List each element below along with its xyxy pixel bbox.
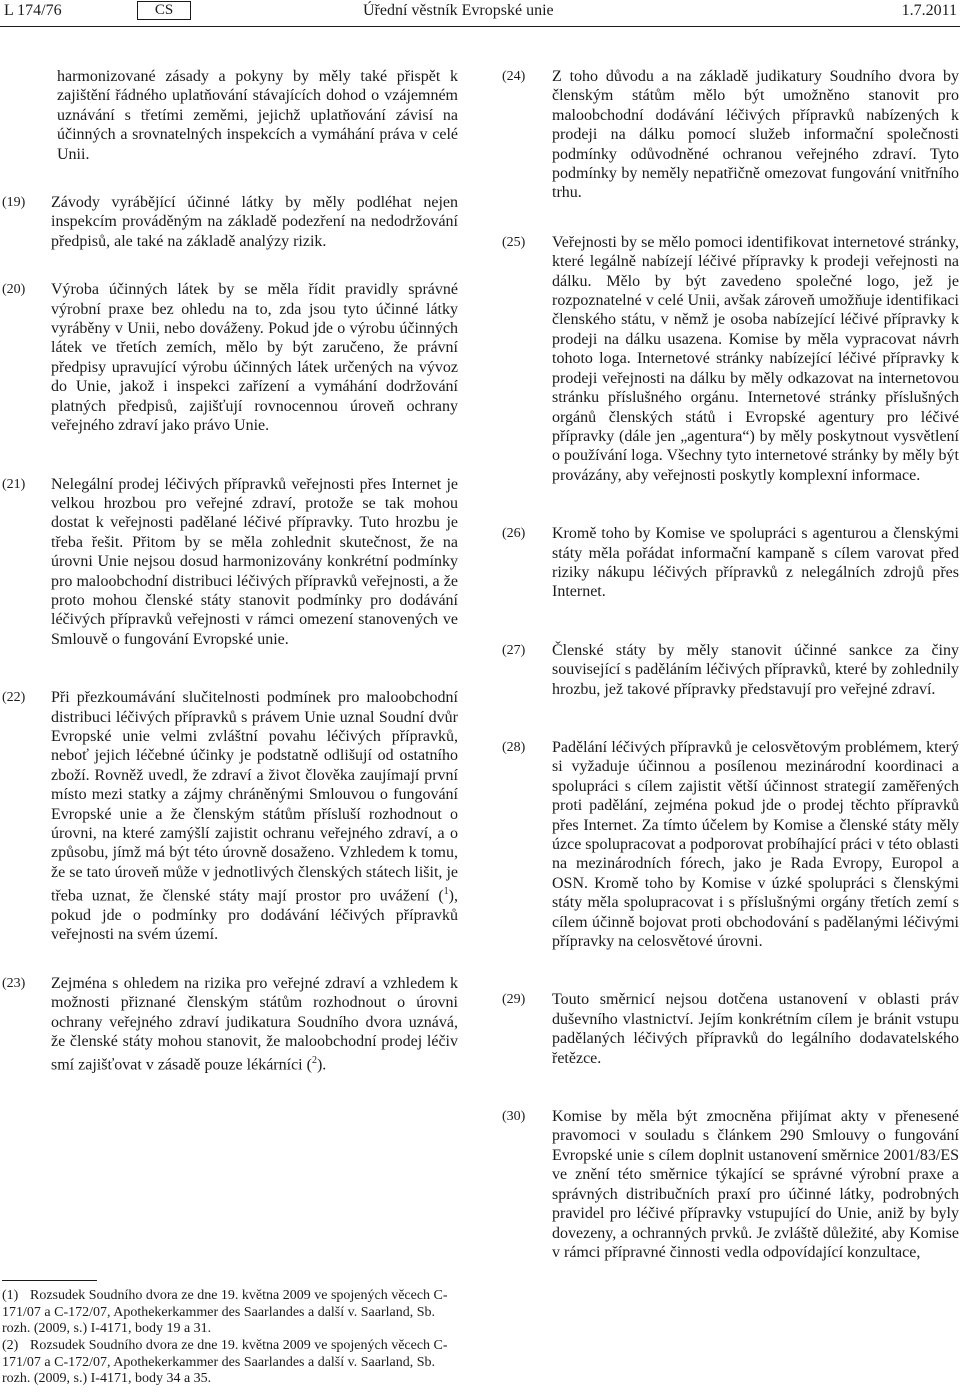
right-column: [500, 67, 959, 1262]
recital-text: Výroba účinných látek by se měla řídit pravidly správné výrobní praxe bez ohledu na to, zda jsou tyto účinné látky vyráběny v Unii, nebo dováženy. Pokud jde o výrobu účinných látek ve třetích zemích, mělo by být zaručeno, že právní předpisy upravující výrobu účinných látek určených na vývoz do Unie, jakož i inspekci zařízení a vymáhání dodržování platných předpisů, zajišťují rovnocennou úroveň ochrany veřejného zdraví jako právo Unie.: [51, 281, 458, 435]
recital-20: [0, 280, 458, 435]
recital-number: (27): [502, 642, 526, 658]
recital-22: [0, 688, 458, 945]
footnote-ref: 2: [311, 1055, 317, 1067]
recital-24: [500, 67, 959, 203]
footnote-ref: 1: [443, 886, 449, 898]
recital-number: (29): [502, 992, 526, 1008]
recital-27: [500, 641, 959, 699]
footnote-text: Rozsudek Soudního dvora ze dne 19. května 2009 ve spojených věcech C-171/07 a C-172/07, Apothekerkammer des Saarlandes a další v. Saarland, Sb. rozh. (2009, s.) I-4171, body 19 a 31.: [2, 1288, 448, 1336]
recital-25: [500, 233, 959, 485]
footnote-1: [2, 1288, 457, 1338]
recital-text: Zejména s ohledem na rizika pro veřejné zdraví a vzhledem k možnosti přiznané členským státům rozhodnout o úrovni ochrany veřejného zdraví judikatura Soudního dvora uznává, že členské státy mohou stanovit, že maloobchodní prodej léčiv smí zajišťovat v zásadě pouze lékárníci ($^2$).: [51, 974, 458, 1074]
recital-number: (30): [502, 1109, 526, 1125]
recital-number: (23): [2, 975, 26, 991]
recital-text: Veřejnosti by se mělo pomoci identifikovat internetové stránky, které legálně nabízejí léčivé přípravky k prodeji veřejnosti na dálku. Mělo by být zavedeno společné logo, jež je rozpoznatelné v celé Unii, avšak zároveň umožňuje identifikaci členského státu, v němž je osoba nabízející léčivé přípravky k prodeji na dálku usazena. Komise by měla vypracovat návrh tohoto loga. Internetové stránky nabízející léčivé přípravky k prodeji veřejnosti na dálku by měly odkazovat na internetovou stránku příslušného orgánu. Internetové stránky příslušných orgánů členských států i Evropské agentury pro léčivé přípravky (dále jen „agentura“) by měly poskytnout vysvětlení o používání loga. Všechny tyto internetové stránky by měly být provázány, aby veřejnosti poskytly komplexní informace.: [552, 233, 959, 484]
journal-title: Úřední věstník Evropské unie: [363, 2, 554, 19]
recital-number: (26): [502, 526, 526, 542]
recital-text: Touto směrnicí nejsou dotčena ustanovení v oblasti práv duševního vlastnictví. Jejím konkrétním cílem je bránit vstupu padělaných léčivých přípravků do legálního dodavatelského řetězce.: [552, 991, 959, 1067]
recital-text: Kromě toho by Komise ve spolupráci s agenturou a členskými státy měla pořádat informační kampaně s cílem varovat před riziky nákupu léčivých přípravků z nelegálních zdrojů přes Internet.: [552, 525, 959, 601]
recital-text: Závody vyrábějící účinné látky by měly podléhat nejen inspekcím prováděným na základě podezření na nedodržování předpisů, ale také na základě analýzy rizik.: [51, 194, 458, 250]
recital-text: Z toho důvodu a na základě judikatury Soudního dvora by členským státům mělo být umožněno stanovit pro maloobchodní dodávání léčivých přípravků nabízených k prodeji na dálku pomocí služeb informační společnosti podmínky odůvodněné ochranou veřejného zdraví. Tyto podmínky by neměly nepatřičně omezovat fungování vnitřního trhu.: [552, 68, 959, 202]
recital-number: (28): [502, 739, 526, 755]
footnote-text: Rozsudek Soudního dvora ze dne 19. května 2009 ve spojených věcech C-171/07 a C-172/07, Apothekerkammer des Saarlandes a další v. Saarland, Sb. rozh. (2009, s.) I-4171, body 34 a 35.: [2, 1338, 448, 1386]
issue-date: 1.7.2011: [901, 2, 957, 19]
recital-text: Nelegální prodej léčivých přípravků veřejnosti přes Internet je velkou hrozbou pro veřejné zdraví, protože se tak mohou dostat k veřejnosti padělané léčivé přípravky. Tuto hrozbu je třeba řešit. Přitom by se měla zohlednit skutečnost, že na úrovni Unie nejsou dosud harmonizovány konkrétní podmínky pro maloobchodní distribuci léčivých přípravků veřejnosti, a že proto mohou členské státy stanovit podmínky pro dodávání léčivých přípravků veřejnosti v rámci omezení stanovených ve Smlouvě o fungování Evropské unie.: [51, 475, 458, 648]
recital-text: Padělání léčivých přípravků je celosvětovým problémem, který si vyžaduje účinnou a posílenou mezinárodní koordinaci a spolupráci s cílem zajistit větší účinnost strategií zaměřených proti padělání, zejména pokud jde o prodej těchto přípravků přes Internet. Za tímto účelem by Komise a členské státy měly úzce spolupracovat a podporovat probíhající práci v této oblasti na mezinárodních fórech, jako je Rada Evropy, Europol a OSN. Kromě toho by Komise v úzké spolupráci s členskými státy měla spolupracovat i s příslušnými orgány třetích zemí s cílem účinně bojovat proti obchodování s padělanými léčivými přípravky na celosvětové úrovni.: [552, 738, 959, 951]
recital-28: [500, 738, 959, 951]
footnote-mark: (2): [2, 1338, 19, 1353]
recital-text: Komise by měla být zmocněna přijímat akty v přenesené pravomoci v souladu s článkem 290 Smlouvy o fungování Evropské unie s cílem doplnit ustanovení směrnice 2001/83/ES ve znění této směrnice týkající se správné výrobní praxe a správných distribučních praxí pro účinné látky, podrobných pravidel pro léčivé přípravky vstupující do Unie, aniž by byly dovezeny, a ochranných prvků. Je zvláště důležité, aby Komise v rámci přípravné činnosti vedla odpovídající konzultace,: [552, 1108, 959, 1261]
recital-26: [500, 524, 959, 602]
footnote-rule: [2, 1280, 97, 1281]
recital-continuation: harmonizované zásady a pokyny by měly také přispět k zajištění řádného uplatňování stávajících dohod o vzájemném uznávání s třetími zeměmi, jejichž uplatňování závisí na účinných a srovnatelných inspekcích a vymáhání práva v celé Unii.: [57, 68, 458, 163]
left-column: [0, 67, 458, 1075]
page-header: [0, 0, 960, 34]
recital-number: (20): [2, 282, 26, 298]
language-box: CS: [137, 1, 191, 20]
footnote-2: [2, 1338, 457, 1388]
recital-number: (21): [2, 476, 26, 492]
recital-29: [500, 990, 959, 1068]
recital-text: Při přezkoumávání slučitelnosti podmínek pro maloobchodní distribuci léčivých přípravků s právem Unie uznal Soudní dvůr Evropské unie velmi zvláštní povahu léčivých přípravků, neboť jejich léčebné účinky je podstatně odlišují od ostatního zboží. Rovněž uvedl, že zdraví a život člověka zaujímají první místo mezi statky a zájmy chráněnými Smlouvou o fungování Evropské unie a že členským státům přísluší rozhodnout o úrovni, na které zamýšlí zajistit ochranu veřejného zdraví, a o způsobu, jímž má být této úrovně dosaženo. Vzhledem k tomu, že se tato úroveň může v jednotlivých členských státech lišit, je třeba uznat, že členské státy mají prostor pro uvážení ($^1$), pokud jde o podmínky pro dodávání léčivých přípravků veřejnosti na svém území.: [51, 689, 458, 944]
footnote-mark: (1): [2, 1288, 19, 1303]
recital-number: (24): [502, 69, 526, 84]
recital-23: [0, 974, 458, 1075]
page-reference: L 174/76: [4, 2, 62, 19]
recital-30: [500, 1107, 959, 1262]
recital-text: Členské státy by měly stanovit účinné sankce za činy související s paděláním léčivých přípravků, které by zohlednily hrozbu, jež takové přípravky představují pro veřejné zdraví.: [552, 641, 959, 698]
recital-19: [0, 193, 458, 251]
recital-21: [0, 475, 458, 650]
recital-number: (22): [2, 690, 26, 706]
recital-number: (19): [2, 195, 26, 211]
header-rule: [0, 26, 960, 27]
recital-number: (25): [502, 234, 526, 250]
